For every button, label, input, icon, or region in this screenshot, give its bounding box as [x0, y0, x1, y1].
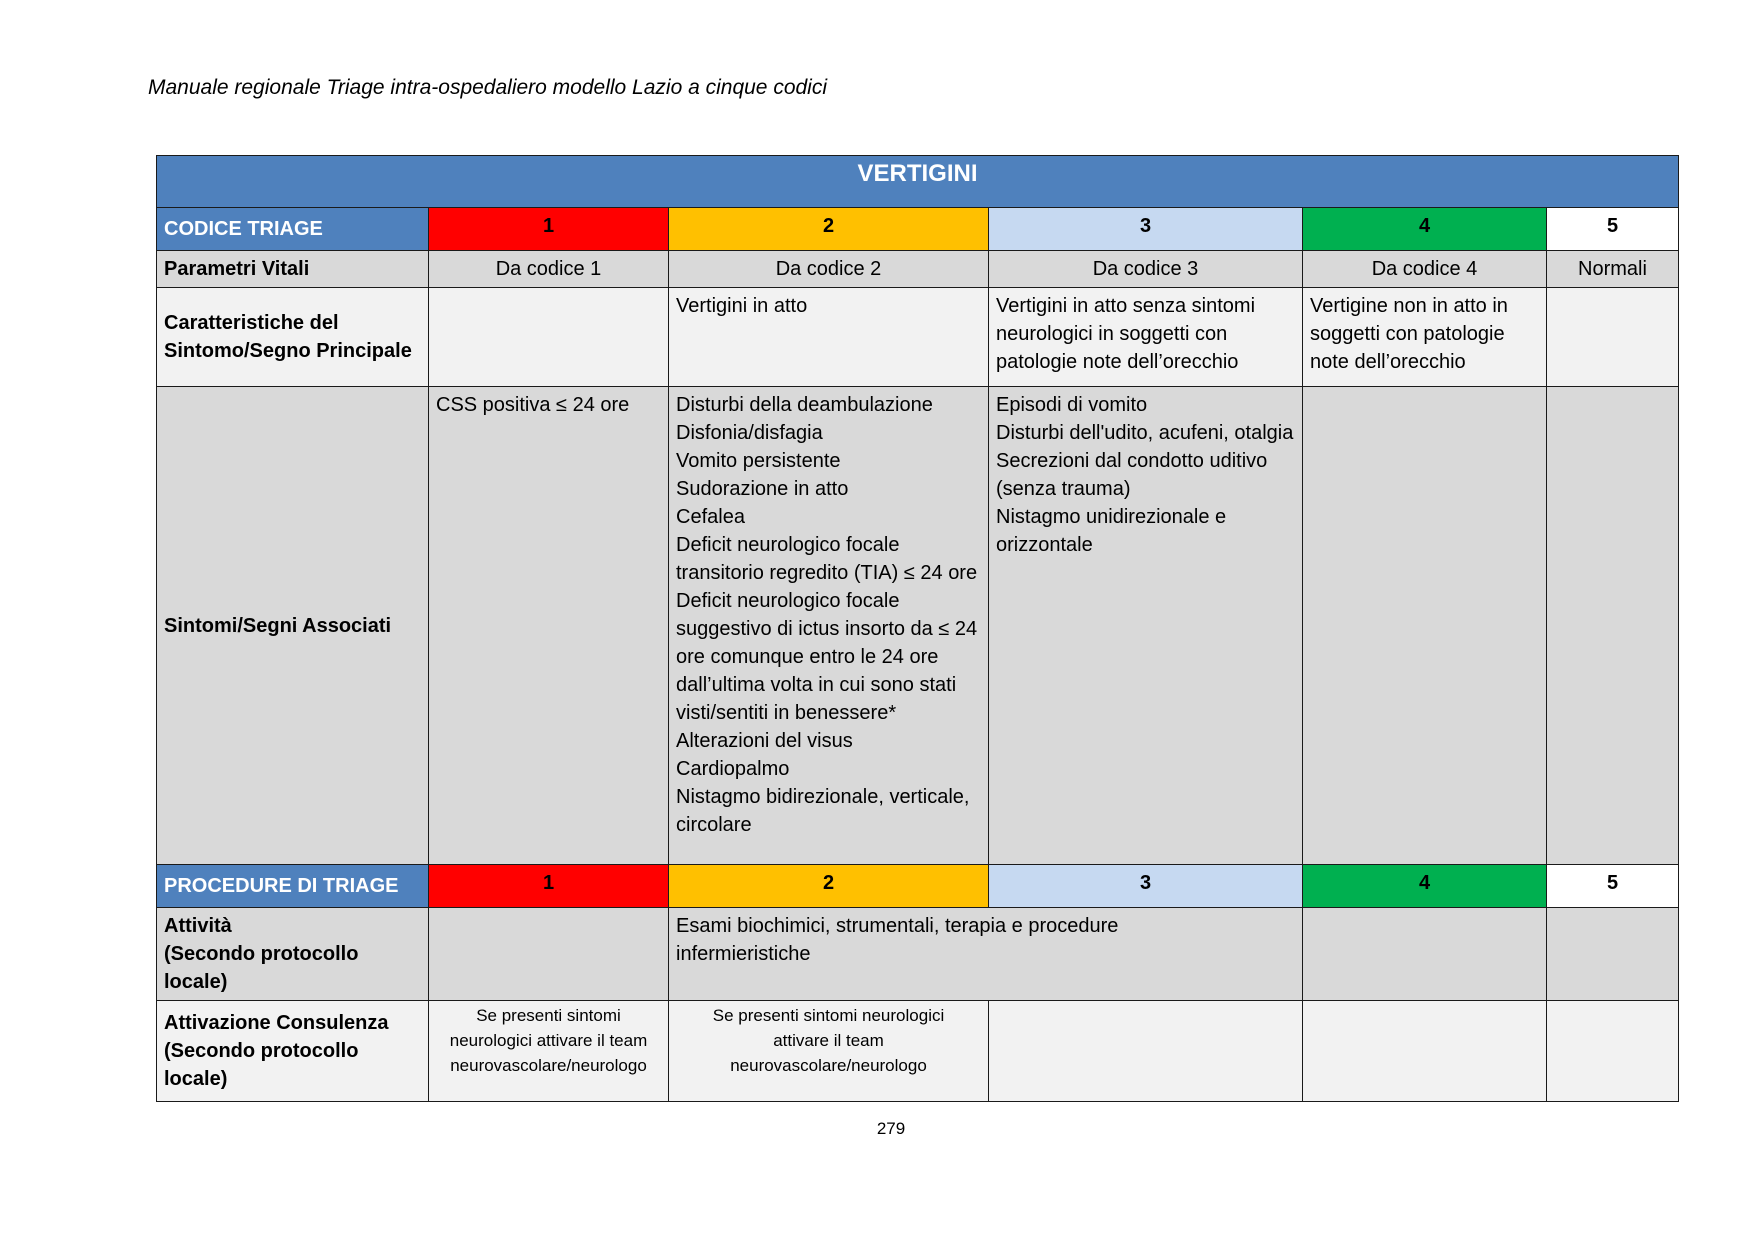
sintomi-code-2-item: Disfonia/disfagia: [676, 422, 823, 444]
sintomi-code-1-item: CSS positiva ≤ 24 ore: [436, 394, 630, 416]
sintomi-code-2-item: Cefalea: [676, 506, 745, 528]
procedure-code-1-cell: 1: [429, 865, 669, 908]
page-number: 279: [876, 1119, 906, 1138]
caratteristiche-code-3: Vertigini in atto senza sintomi neurologici in soggetti con patologie note dell’orecchio: [989, 288, 1303, 387]
code-3-cell: 3: [989, 208, 1303, 251]
consulenza-label-line-1: Attivazione Consulenza: [164, 1012, 389, 1034]
attivita-code-2-3: Esami biochimici, strumentali, terapia e procedure infermieristiche: [669, 908, 1303, 1001]
caratteristiche-row: [157, 288, 1679, 387]
caratteristiche-label-line-2: Sintomo/Segno Principale: [164, 340, 412, 362]
sintomi-code-2-item: Deficit neurologico focale suggestivo di ictus insorto da ≤ 24 ore comunque entro le 24 ore dall’ultima volta in cui sono stati visti/sentiti in benessere*: [676, 590, 978, 724]
procedure-triage-row: [157, 865, 1679, 908]
sintomi-code-2-item: Nistagmo bidirezionale, verticale, circolare: [676, 786, 970, 836]
sintomi-code-4: [1303, 387, 1547, 865]
sintomi-code-2-item: Sudorazione in atto: [676, 478, 849, 500]
parametri-vitali-row: [157, 251, 1679, 288]
parametri-code-3: Da codice 3: [989, 251, 1303, 288]
attivita-code-1: [429, 908, 669, 1001]
attivita-row: [157, 908, 1679, 1001]
sintomi-code-2-item: Disturbi della deambulazione: [676, 394, 933, 416]
codice-triage-label: CODICE TRIAGE: [157, 208, 429, 251]
procedure-code-4-cell: 4: [1303, 865, 1547, 908]
consulenza-code-5: [1547, 1001, 1679, 1102]
attivita-code-5: [1547, 908, 1679, 1001]
attivita-label-line-2: (Secondo protocollo: [164, 943, 359, 965]
consulenza-label-line-2: (Secondo protocollo: [164, 1040, 359, 1062]
code-1-cell: 1: [429, 208, 669, 251]
sintomi-associati-row: [157, 387, 1679, 865]
attivita-label-line-3: locale): [164, 971, 228, 993]
consulenza-label-line-3: locale): [164, 1068, 228, 1090]
consulenza-code-2: Se presenti sintomi neurologici attivare il team neurovascolare/neurologo: [669, 1001, 989, 1102]
attivazione-consulenza-row: [157, 1001, 1679, 1102]
sintomi-code-3-item: Nistagmo unidirezionale e orizzontale: [996, 506, 1227, 556]
sintomi-code-3: [989, 387, 1303, 865]
consulenza-code-4: [1303, 1001, 1547, 1102]
attivita-label: [157, 908, 429, 1001]
sintomi-code-5: [1547, 387, 1679, 865]
caratteristiche-label: [157, 288, 429, 387]
document-header-title: Manuale regionale Triage intra-ospedaliero modello Lazio a cinque codici: [148, 76, 828, 99]
parametri-vitali-label: Parametri Vitali: [157, 251, 429, 288]
procedure-code-2-cell: 2: [669, 865, 989, 908]
sintomi-code-3-item: Disturbi dell'udito, acufeni, otalgia: [996, 422, 1294, 444]
attivita-code-4: [1303, 908, 1547, 1001]
attivazione-consulenza-label: [157, 1001, 429, 1102]
sintomi-associati-label: Sintomi/Segni Associati: [157, 387, 429, 865]
caratteristiche-label-line-1: Caratteristiche del: [164, 312, 339, 334]
consulenza-code-3: [989, 1001, 1303, 1102]
sintomi-code-2-item: Cardiopalmo: [676, 758, 790, 780]
code-2-cell: 2: [669, 208, 989, 251]
sintomi-code-2-item: Alterazioni del visus: [676, 730, 853, 752]
caratteristiche-code-2: Vertigini in atto: [669, 288, 989, 387]
sintomi-code-3-item: Episodi di vomito: [996, 394, 1148, 416]
sintomi-code-3-item: Secrezioni dal condotto uditivo (senza trauma): [996, 450, 1268, 500]
attivita-label-line-1: Attività: [164, 915, 232, 937]
table-title: VERTIGINI: [157, 156, 1679, 208]
caratteristiche-code-1: [429, 288, 669, 387]
codice-triage-row: [157, 208, 1679, 251]
sintomi-code-2-item: Deficit neurologico focale transitorio regredito (TIA) ≤ 24 ore: [676, 534, 978, 584]
parametri-code-5: Normali: [1547, 251, 1679, 288]
sintomi-code-2: [669, 387, 989, 865]
procedure-triage-label: PROCEDURE DI TRIAGE: [157, 865, 429, 908]
parametri-code-1: Da codice 1: [429, 251, 669, 288]
procedure-code-5-cell: 5: [1547, 865, 1679, 908]
code-5-cell: 5: [1547, 208, 1679, 251]
vertigini-triage-table: [156, 155, 1679, 1102]
parametri-code-2: Da codice 2: [669, 251, 989, 288]
caratteristiche-code-4: Vertigine non in atto in soggetti con patologie note dell’orecchio: [1303, 288, 1547, 387]
parametri-code-4: Da codice 4: [1303, 251, 1547, 288]
consulenza-code-1: Se presenti sintomi neurologici attivare il team neurovascolare/neurologo: [429, 1001, 669, 1102]
code-4-cell: 4: [1303, 208, 1547, 251]
procedure-code-3-cell: 3: [989, 865, 1303, 908]
sintomi-code-2-item: Vomito persistente: [676, 450, 841, 472]
caratteristiche-code-5: [1547, 288, 1679, 387]
table-title-row: [157, 156, 1679, 208]
sintomi-code-1: [429, 387, 669, 865]
